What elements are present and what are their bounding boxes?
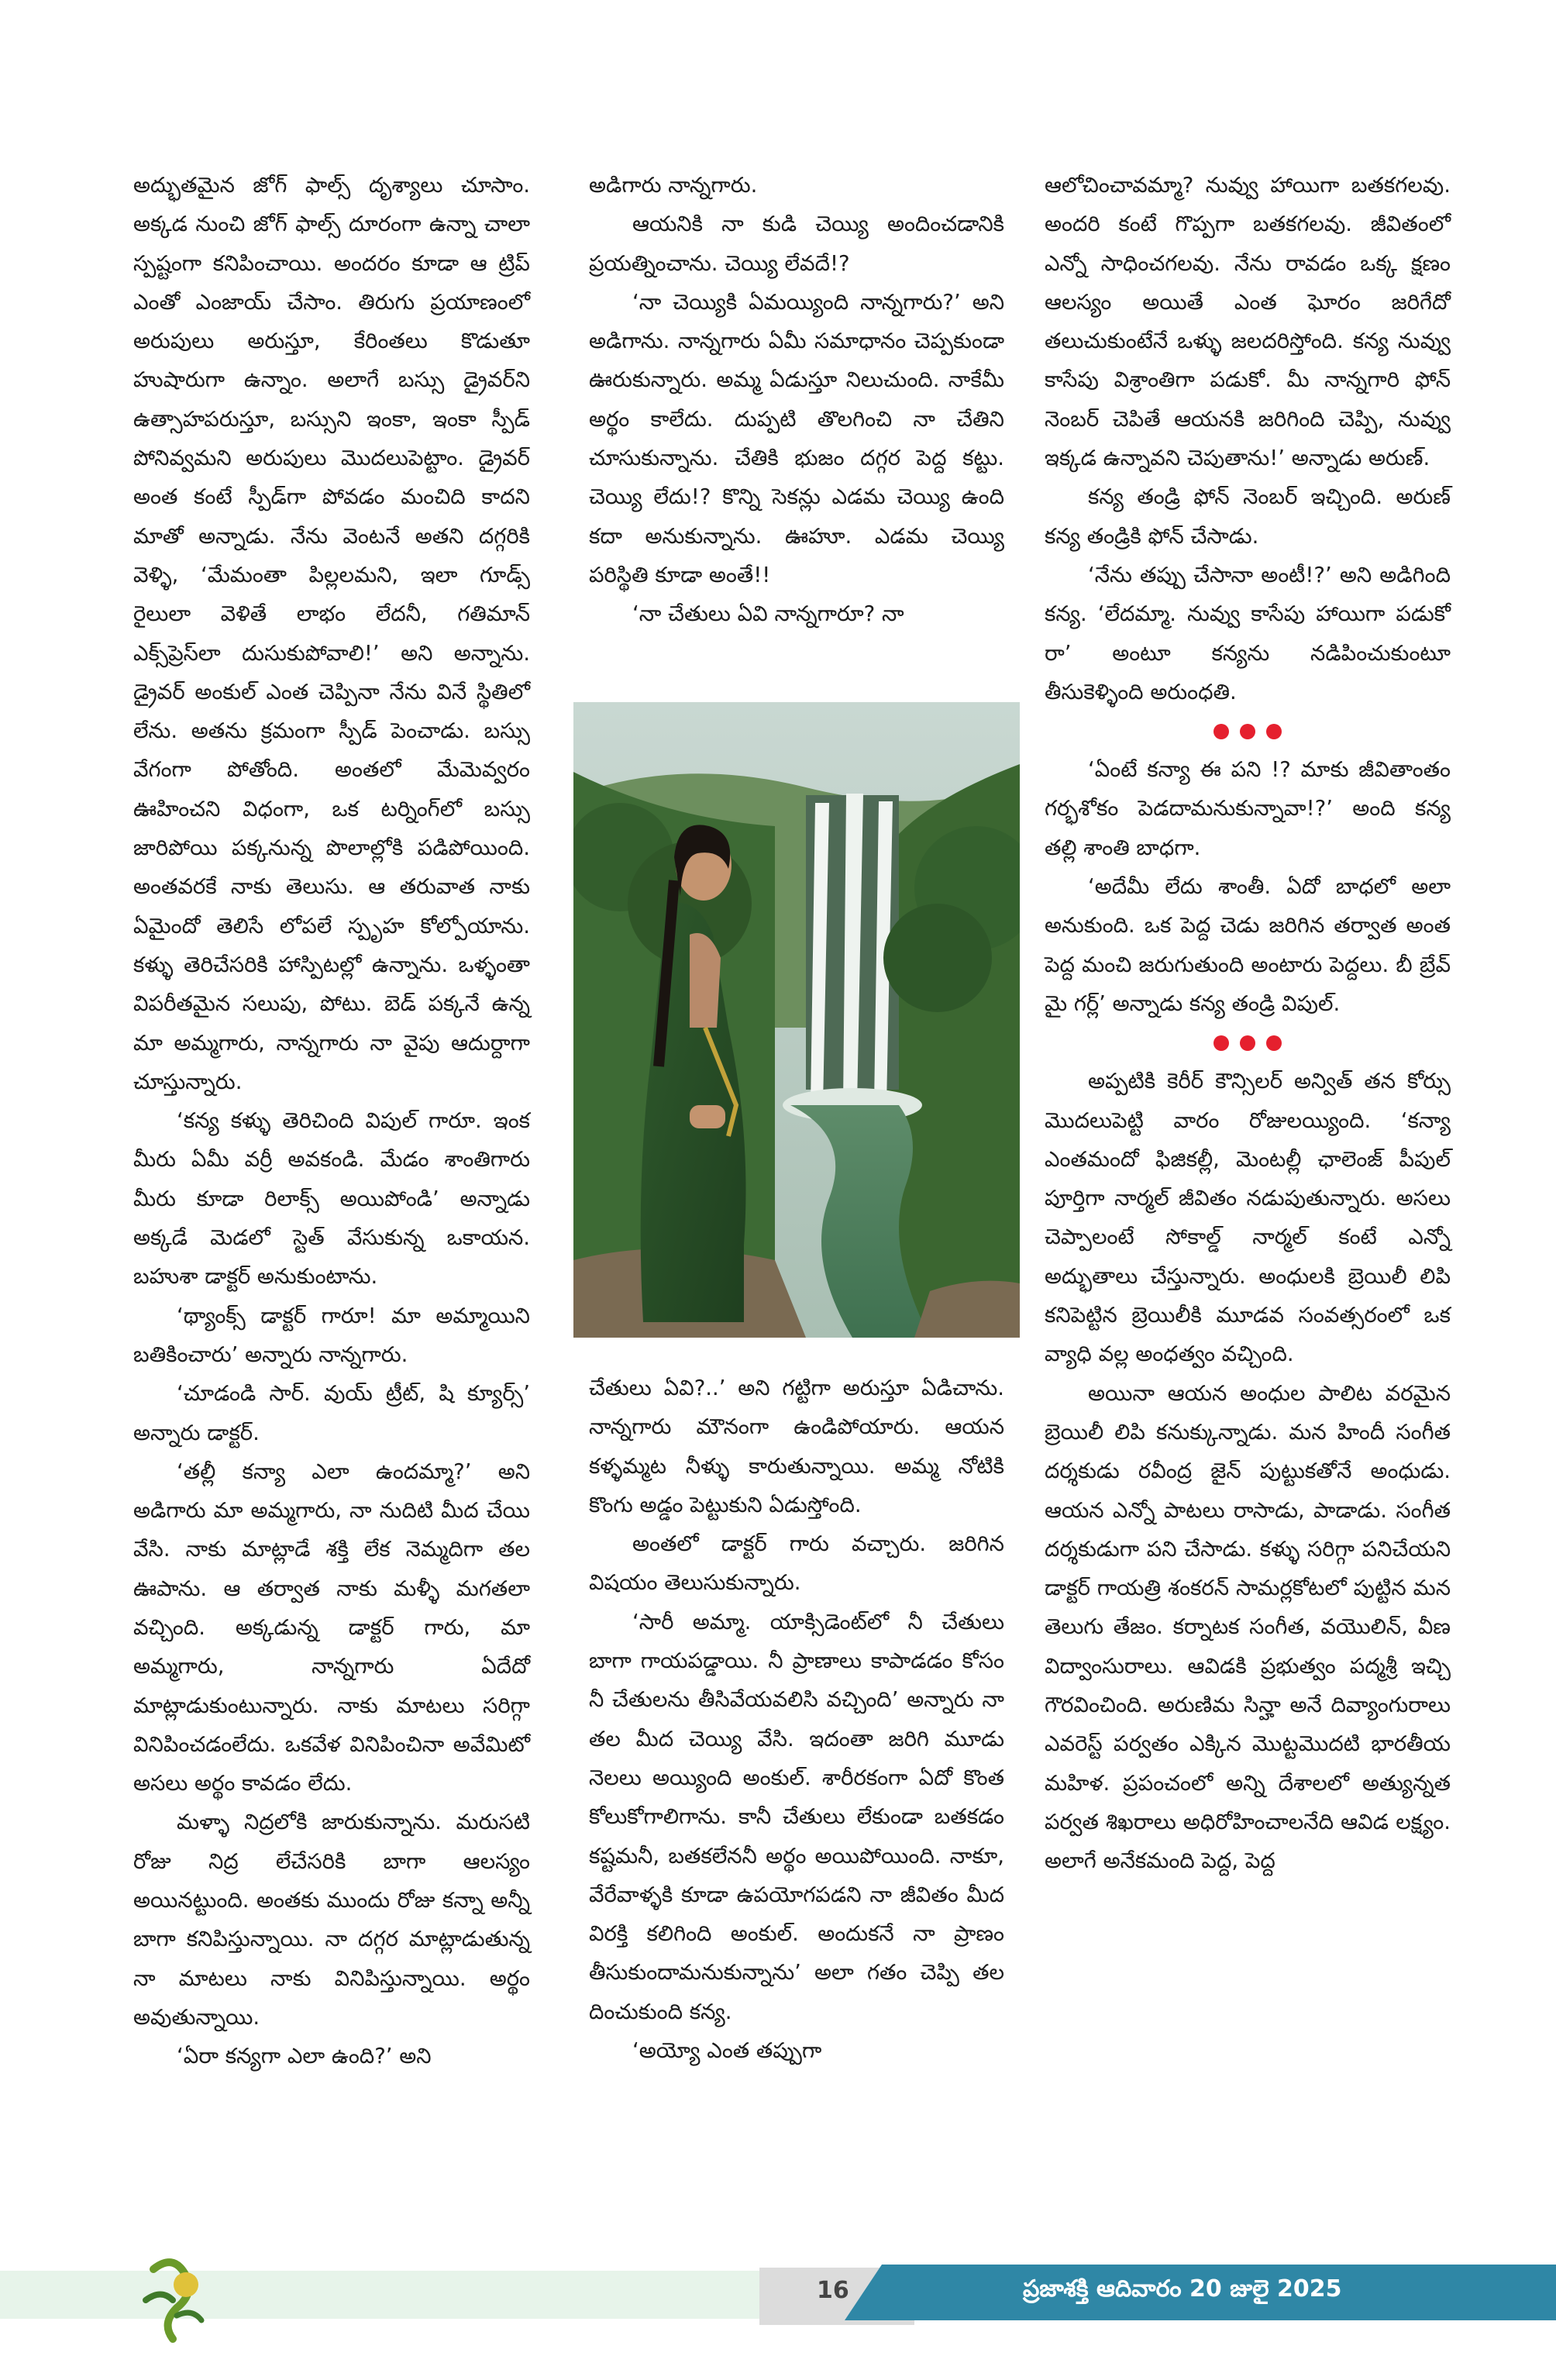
separator-dot (1266, 1035, 1282, 1051)
paragraph: ‘నేను తప్పు చేసానా అంటీ!?’ అని అడిగింది కన్య. ‘లేదమ్మా. నువ్వు కాసేపు హాయిగా పడుకో రా’ అంటూ కన్యను నడిపించుకుంటూ తీసుకెళ్ళింది అరుంధతి. (1045, 562, 1451, 704)
paragraph: అద్భుతమైన జోగ్ ఫాల్స్ దృశ్యాలు చూసాం. అక్కడ నుంచి జోగ్ ఫాల్స్ దూరంగా ఉన్నా చాలా స్పష్టంగా కనిపించాయి. అందరం కూడా ఆ ట్రిప్ ఎంతో ఎంజాయ్ చేసాం. తిరుగు ప్రయాణంలో అరుపులు అరుస్తూ, కేరింతలు కొడుతూ హుషారుగా ఉన్నాం. అలాగే బస్సు డ్రైవర్‌ని ఉత్సాహపరుస్తూ, బస్సుని ఇంకా, ఇంకా స్పీడ్ పోనివ్వమని అరుపులు మొదలుపెట్టాం. డ్రైవర్ అంత కంటే స్పీడ్‌గా పోవడం మంచిది కాదని మాతో అన్నాడు. నేను వెంటనే అతని దగ్గరికి వెళ్ళి, ‘మేమంతా పిల్లలమని, ఇలా గూడ్స్ రైలులా వెళితే లాభం లేదనీ, గతిమాన్ ఎక్స్‌ప్రెస్‌లా దుసుకుపోవాలి!’ అని అన్నాను. డ్రైవర్ అంకుల్ ఎంత చెప్పినా నేను వినే స్థితిలో లేను. అతను క్రమంగా స్పీడ్ పెంచాడు. బస్సు వేగంగా పోతోంది. అంతలో మేమెవ్వరం ఊహించని విధంగా, ఒక టర్నింగ్‌లో బస్సు జారిపోయి పక్కనున్న పొలాల్లోకి పడిపోయింది. అంతవరకే నాకు తెలుసు. ఆ తరువాత నాకు ఏమైందో తెలిసే లోపలే స్పృహ కోల్పోయాను. కళ్ళు తెరిచేసరికి హాస్పిటల్లో ఉన్నాను. ఒళ్ళంతా విపరీతమైన సలుపు, పోటు. బెడ్ పక్కనే ఉన్న మా అమ్మగారు, నాన్నగారు నా వైపు ఆదుర్దాగా చూస్తున్నారు. (133, 173, 530, 1094)
paragraph: అడిగారు నాన్నగారు. (589, 173, 758, 198)
paragraph: ‘కన్య కళ్ళు తెరిచింది విపుల్ గారూ. ఇంక మీరు ఏమీ వర్రీ అవకండి. మేడం శాంతిగారు మీరు కూడా రిలాక్స్ అయిపోండి’ అన్నాడు అక్కడే మెడలో స్టెత్ వేసుకున్న ఒకాయన. బహుశా డాక్టర్ అనుకుంటాను. (133, 1108, 530, 1290)
paragraph: ‘అయ్యో ఎంత తప్పుగా (632, 2038, 822, 2064)
paragraph: ‘నా చెయ్యికి ఏమయ్యింది నాన్నగారు?’ అని అడిగాను. నాన్నగారు ఏమీ సమాధానం చెప్పకుండా ఊరుకున్నారు. అమ్మ ఏడుస్తూ నిలుచుంది. నాకేమీ అర్థం కాలేదు. దుప్పటి తొలగించి నా చేతిని చూసుకున్నాను. చేతికి భుజం దగ్గర పెద్ద కట్టు. చెయ్యి లేదు!? కొన్ని సెకన్లు ఎడమ చెయ్యి ఉంది కదా అనుకున్నాను. ఊహూ. ఎడమ చెయ్యి పరిస్థితి కూడా అంతే!! (589, 289, 1004, 587)
column-3-part-2 (1045, 750, 1451, 1023)
separator-dot (1240, 724, 1255, 739)
paragraph: ‘సారీ అమ్మా. యాక్సిడెంట్‌లో నీ చేతులు బాగా గాయపడ్డాయి. నీ ప్రాణాలు కాపాడడం కోసం నీ చేతులను తీసివేయవలిసి వచ్చింది’ అన్నారు నా తల మీద చెయ్యి వేసి. ఇదంతా జరిగి మూడు నెలలు అయ్యింది అంకుల్. శారీరకంగా ఏదో కొంత కోలుకోగాలిగాను. కానీ చేతులు లేకుండా బతకడం కష్టమనీ, బతకలేననీ అర్థం అయిపోయింది. నాకూ, వేరేవాళ్ళకి కూడా ఉపయోగపడని నా జీవితం మీద విరక్తి కలిగింది అంకుల్. అందుకనే నా ప్రాణం తీసుకుందామనుకున్నాను’ అలా గతం చెప్పి తల దించుకుంది కన్య. (589, 1609, 1004, 2024)
paragraph: అయినా ఆయన అంధుల పాలిట వరమైన బ్రెయిలీ లిపి కనుక్కున్నాడు. మన హిందీ సంగీత దర్శకుడు రవీంద్ర జైన్ పుట్టుకతోనే అంధుడు. ఆయన ఎన్నో పాటలు రాసాడు, పాడాడు. సంగీత దర్శకుడుగా పని చేసాడు. కళ్ళు సరిగ్గా పనిచేయని డాక్టర్ గాయత్రి శంకరన్ సామర్లకోటలో పుట్టిన మన తెలుగు తేజం. కర్నాటక సంగీత, వయొలిన్, వీణ విద్వాంసురాలు. ఆవిడకి ప్రభుత్వం పద్మశ్రీ ఇచ్చి గౌరవించింది. అరుణిమ సిన్హా అనే దివ్యాంగురాలు ఎవరెస్ట్ పర్వతం ఎక్కిన మొట్టమొదటి భారతీయ మహిళ. ప్రపంచంలో అన్ని దేశాలలో అత్యున్నత పర్వత శిఖరాలు అధిరోహించాలనేది ఆవిడ లక్ష్యం. అలాగే అనేకమంది పెద్ద, పెద్ద (1045, 1380, 1451, 1874)
paragraph: ‘తల్లీ కన్యా ఎలా ఉందమ్మా?’ అని అడిగారు మా అమ్మగారు, నా నుదిటి మీద చేయి వేసి. నాకు మాట్లాడే శక్తి లేక నెమ్మదిగా తల ఊపాను. ఆ తర్వాత నాకు మళ్ళీ మగతలా వచ్చింది. అక్కడున్న డాక్టర్ గారు, మా అమ్మగారు, నాన్నగారు ఏదేదో మాట్లాడుకుంటున్నారు. నాకు మాటలు సరిగ్గా వినిపించడంలేదు. ఒకవేళ వినిపించినా అవేమిటో అసలు అర్థం కావడం లేదు. (133, 1459, 530, 1796)
page-footer (0, 2254, 1556, 2350)
paragraph: కన్య తండ్రి ఫోన్ నెంబర్ ఇచ్చింది. అరుణ్ కన్య తండ్రికి ఫోన్ చేసాడు. (1045, 484, 1451, 549)
column-3-part-3 (1045, 1062, 1451, 1880)
paragraph: ‘నా చేతులు ఏవి నాన్నగారూ? నా (632, 601, 904, 627)
publication-date: ప్రజాశక్తి ఆదివారం 20 జులై 2025 (1023, 2275, 1342, 2303)
column-3 (1045, 166, 1451, 1880)
column-2-top (589, 166, 1004, 634)
story-illustration (573, 702, 1020, 1338)
separator-dot (1240, 1035, 1255, 1051)
separator-dot (1213, 1035, 1229, 1051)
paragraph: ‘అదేమీ లేదు శాంతీ. ఏదో బాధలో అలా అనుకుంది. ఒక పెద్ద చెడు జరిగిన తర్వాత అంత పెద్ద మంచి జరుగుతుంది అంటారు పెద్దలు. బీ బ్రేవ్ మై గర్ల్’ అన్నాడు కన్య తండ్రి విపుల్. (1045, 874, 1451, 1016)
paragraph: అంతలో డాక్టర్ గారు వచ్చారు. జరిగిన విషయం తెలుసుకున్నారు. (589, 1531, 1004, 1596)
paragraph: ‘ఏంటే కన్యా ఈ పని !? మాకు జీవితాంతం గర్భశోకం పెడదామనుకున్నావా!?’ అంది కన్య తల్లి శాంతి బాధగా. (1045, 757, 1451, 860)
separator-dot (1266, 724, 1282, 739)
paragraph: అప్పటికి కెరీర్ కౌన్సిలర్ అన్విత్ తన కోర్సు మొదలుపెట్టి వారం రోజులయ్యింది. ‘కన్యా ఎంతమందో ఫిజికల్లీ, మెంటల్లీ ఛాలెంజ్ పీపుల్ పూర్తిగా నార్మల్ జీవితం నడుపుతున్నారు. అసలు చెప్పాలంటే సోకాల్డ్ నార్మల్ కంటే ఎన్నో అద్భుతాలు చేస్తున్నారు. అంధులకి బ్రెయిలీ లిపి కనిపెట్టిన బ్రెయిలీకి మూడవ సంవత్సరంలో ఒక వ్యాధి వల్ల అంధత్వం వచ్చింది. (1045, 1069, 1451, 1367)
magazine-logo-icon (130, 2254, 215, 2345)
separator-dot (1213, 724, 1229, 739)
paragraph: ‘చూడండి సార్. వుయ్ ట్రీట్, షి క్యూర్స్’ అన్నారు డాక్టర్. (133, 1381, 530, 1445)
paragraph: ‘థ్యాంక్స్ డాక్టర్ గారూ! మా అమ్మాయిని బతికించారు’ అన్నారు నాన్నగారు. (133, 1303, 530, 1367)
column-1 (133, 166, 530, 2076)
paragraph: మళ్ళా నిద్రలోకి జారుకున్నాను. మరుసటి రోజు నిద్ర లేచేసరికి బాగా ఆలస్యం అయినట్టుంది. అంతకు ముందు రోజు కన్నా అన్నీ బాగా కనిపిస్తున్నాయి. నా దగ్గర మాట్లాడుతున్న నా మాటలు నాకు వినిపిస్తున్నాయి. అర్థం అవుతున్నాయి. (133, 1810, 530, 2030)
paragraph: ఆయనికి నా కుడి చెయ్యి అందించడానికి ప్రయత్నించాను. చెయ్యి లేవదే!? (589, 212, 1004, 276)
paragraph: చేతులు ఏవి?..’ అని గట్టిగా అరుస్తూ ఏడిచాను. నాన్నగారు మౌనంగా ఉండిపోయారు. ఆయన కళ్ళమ్మట నీళ్ళు కారుతున్నాయి. అమ్మ నోటికి కొంగు అడ్డం పెట్టుకుని ఏడుస్తోంది. (589, 1376, 1004, 1517)
page-number: 16 (817, 2277, 849, 2304)
paragraph: ఆలోచించావమ్మా? నువ్వు హాయిగా బతకగలవు. అందరి కంటే గొప్పగా బతకగలవు. జీవితంలో ఎన్నో సాధించగలవు. నేను రావడం ఒక్క క్షణం ఆలస్యం అయితే ఎంత ఘోరం జరిగేదో తలుచుకుంటేనే ఒళ్ళు జలదరిస్తోంది. కన్య నువ్వు కాసేపు విశ్రాంతిగా పడుకో. మీ నాన్నగారి ఫోన్ నెంబర్ చెపితే ఆయనకి జరిగింది చెప్పి, నువ్వు ఇక్కడ ఉన్నావని చెపుతాను!’ అన్నాడు అరుణ్. (1045, 173, 1451, 471)
section-separator (1045, 711, 1451, 750)
column-3-part-1 (1045, 166, 1451, 711)
column-2-bottom (589, 1369, 1004, 2070)
section-separator (1045, 1023, 1451, 1062)
paragraph: ‘ఏరా కన్యగా ఎలా ఉంది?’ అని (177, 2044, 432, 2069)
